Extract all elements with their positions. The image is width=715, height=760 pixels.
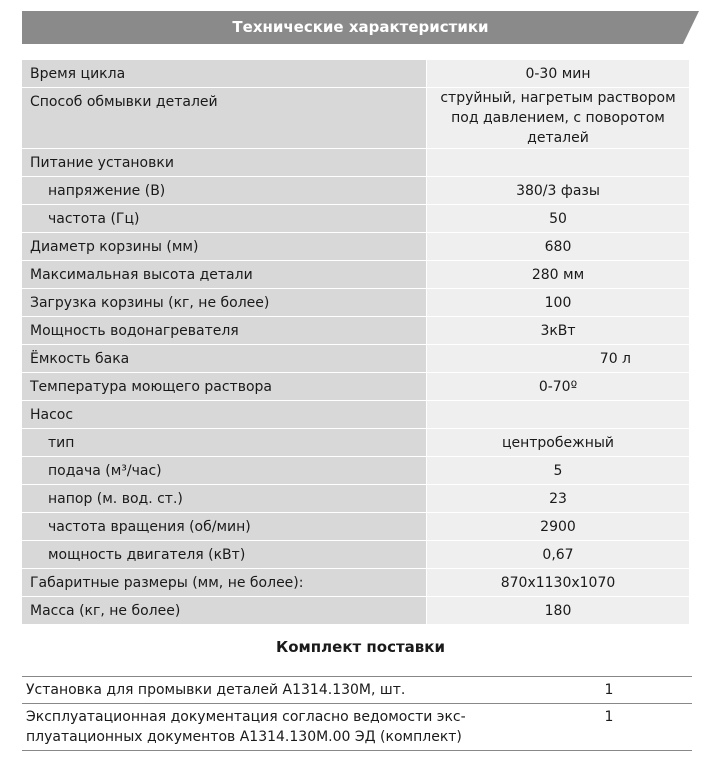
spec-row <box>22 345 689 373</box>
spec-label: Способ обмывки деталей <box>22 88 427 149</box>
spec-row <box>22 541 689 569</box>
spec-value: 70 л <box>427 345 690 373</box>
spec-row <box>22 261 689 289</box>
spec-label: мощность двигателя (кВт) <box>22 541 427 569</box>
spec-row <box>22 457 689 485</box>
spec-label: Диаметр корзины (мм) <box>22 233 427 261</box>
spec-row <box>22 60 689 88</box>
spec-row <box>22 317 689 345</box>
supply-table <box>22 676 692 751</box>
section-title-specs: Технические характеристики <box>232 18 489 36</box>
spec-label: Питание установки <box>22 149 427 177</box>
section-header-banner <box>22 11 699 44</box>
spec-label: Температура моющего раствора <box>22 373 427 401</box>
spec-label: частота (Гц) <box>22 205 427 233</box>
specs-table <box>22 60 689 625</box>
spec-value: 0,67 <box>427 541 690 569</box>
spec-row <box>22 149 689 177</box>
spec-row <box>22 429 689 457</box>
spec-value: 0-30 мин <box>427 60 690 88</box>
spec-label: напряжение (В) <box>22 177 427 205</box>
spec-label: Время цикла <box>22 60 427 88</box>
spec-row <box>22 233 689 261</box>
spec-value: 380/3 фазы <box>427 177 690 205</box>
spec-value: 2900 <box>427 513 690 541</box>
spec-label: подача (м³/час) <box>22 457 427 485</box>
spec-row <box>22 289 689 317</box>
spec-value: 280 мм <box>427 261 690 289</box>
spec-value: 5 <box>427 457 690 485</box>
spec-label: напор (м. вод. ст.) <box>22 485 427 513</box>
spec-value: 23 <box>427 485 690 513</box>
spec-value: 180 <box>427 597 690 625</box>
spec-label: Максимальная высота детали <box>22 261 427 289</box>
spec-label: тип <box>22 429 427 457</box>
spec-label: Ёмкость бака <box>22 345 427 373</box>
spec-value: центробежный <box>427 429 690 457</box>
spec-value: 3кВт <box>427 317 690 345</box>
spec-row <box>22 485 689 513</box>
spec-label: Масса (кг, не более) <box>22 597 427 625</box>
spec-value: 870х1130х1070 <box>427 569 690 597</box>
spec-label: Мощность водонагревателя <box>22 317 427 345</box>
spec-label: Загрузка корзины (кг, не более) <box>22 289 427 317</box>
section-title-supply: Комплект поставки <box>275 638 445 656</box>
spec-row <box>22 88 689 149</box>
supply-row <box>22 677 692 704</box>
supply-item-name: Эксплуатационная документация согласно ведомости экс-плуатационных документов А1314.130М.00 ЭД (комплект) <box>22 704 490 751</box>
spec-row <box>22 569 689 597</box>
spec-row <box>22 177 689 205</box>
spec-label: частота вращения (об/мин) <box>22 513 427 541</box>
spec-row <box>22 205 689 233</box>
spec-value: 50 <box>427 205 690 233</box>
spec-row <box>22 597 689 625</box>
supply-row <box>22 704 692 751</box>
spec-row <box>22 373 689 401</box>
supply-item-name: Установка для промывки деталей А1314.130М, шт. <box>22 677 490 704</box>
spec-value <box>427 401 690 429</box>
spec-value: 100 <box>427 289 690 317</box>
supply-item-qty: 1 <box>490 677 692 704</box>
spec-label: Габаритные размеры (мм, не более): <box>22 569 427 597</box>
supply-item-qty: 1 <box>490 704 692 751</box>
spec-row <box>22 401 689 429</box>
spec-row <box>22 513 689 541</box>
spec-value <box>427 149 690 177</box>
spec-value: 0-70º <box>427 373 690 401</box>
spec-label: Насос <box>22 401 427 429</box>
spec-value: струйный, нагретым раствором под давлением, с поворотом деталей <box>427 88 690 149</box>
spec-value: 680 <box>427 233 690 261</box>
